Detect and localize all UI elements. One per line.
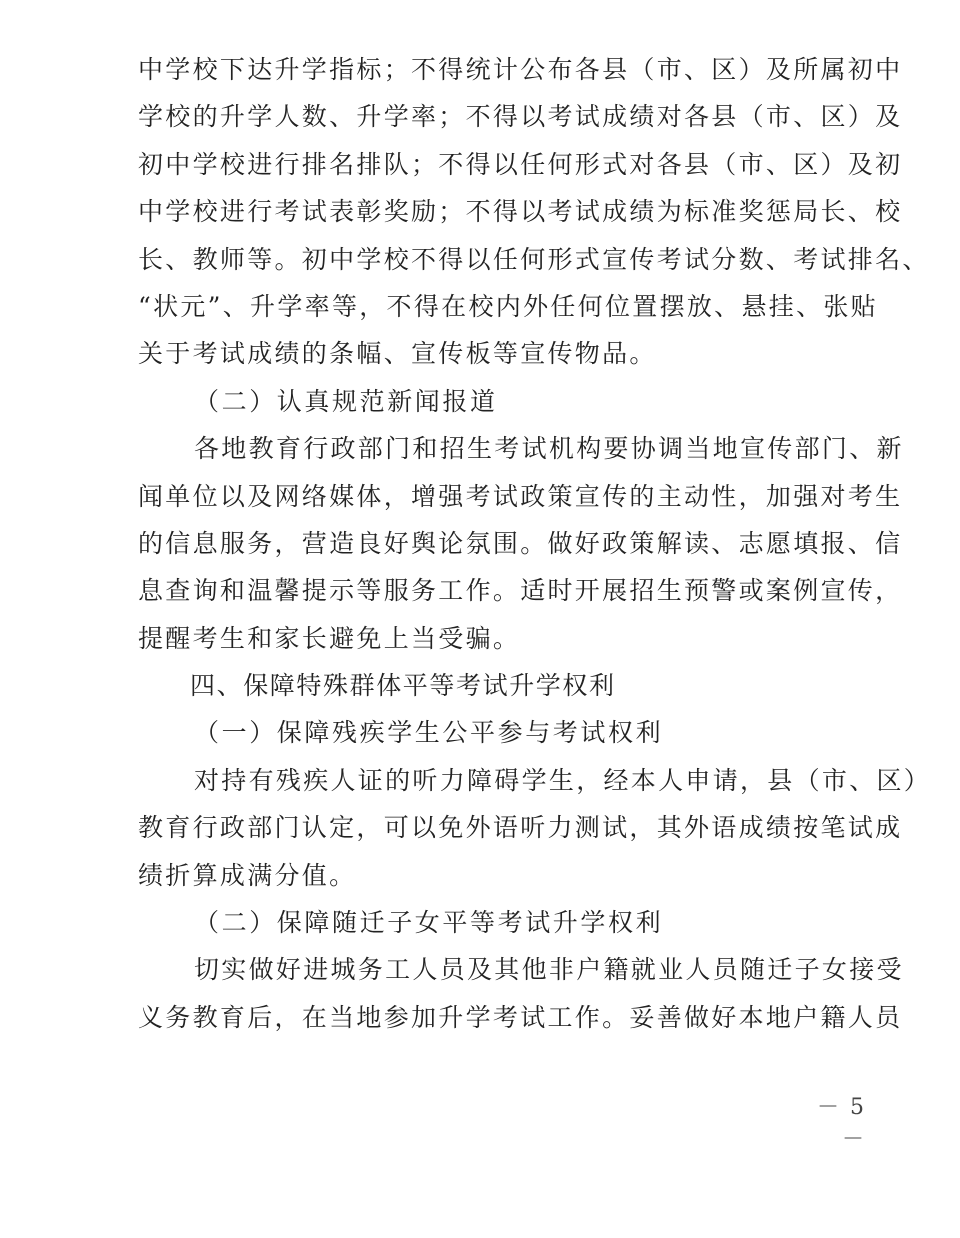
page-number: － 5 － (817, 1095, 866, 1152)
subsection-heading: （二）保障随迁子女平等考试升学权利 (194, 908, 664, 938)
paragraph-line: 中学校下达升学指标；不得统计公布各县（市、区）及所属初中 (138, 55, 903, 84)
paragraph-line: 义务教育后，在当地参加升学考试工作。妥善做好本地户籍人员 (138, 1002, 903, 1032)
paragraph-line: 各地教育行政部门和招生考试机构要协调当地宣传部门、新 (194, 434, 904, 464)
paragraph-line: 关于考试成绩的条幅、宣传板等宣传物品。 (138, 339, 657, 369)
paragraph-line: “状元”、升学率等，不得在校内外任何位置摆放、悬挂、张贴 (138, 291, 878, 321)
section-heading: 四、保障特殊群体平等考试升学权利 (190, 671, 616, 701)
paragraph-line: 闻单位以及网络媒体，增强考试政策宣传的主动性，加强对考生 (138, 481, 903, 511)
body-text (138, 46, 932, 1041)
subsection-heading: （一）保障残疾学生公平参与考试权利 (194, 718, 664, 748)
paragraph-line: 对持有残疾人证的听力障碍学生，经本人申请，县（市、区） (194, 765, 932, 795)
paragraph-line: 教育行政部门认定，可以免外语听力测试，其外语成绩按笔试成 (138, 813, 903, 843)
paragraph-line: 中学校进行考试表彰奖励；不得以考试成绩为标准奖惩局长、校 (138, 197, 903, 227)
paragraph-line: 的信息服务，营造良好舆论氛围。做好政策解读、志愿填报、信 (138, 528, 903, 558)
paragraph-line: 学校的升学人数、升学率；不得以考试成绩对各县（市、区）及 (138, 102, 903, 132)
paragraph-line: 初中学校进行排名排队；不得以任何形式对各县（市、区）及初 (138, 149, 903, 179)
paragraph-line: 息查询和温馨提示等服务工作。适时开展招生预警或案例宣传， (138, 576, 903, 606)
paragraph-line: 提醒考生和家长避免上当受骗。 (138, 623, 521, 653)
paragraph-line: 切实做好进城务工人员及其他非户籍就业人员随迁子女接受 (194, 955, 904, 985)
subsection-heading: （二）认真规范新闻报道 (194, 386, 498, 416)
paragraph-line: 绩折算成满分值。 (138, 860, 357, 890)
paragraph-line: 长、教师等。初中学校不得以任何形式宣传考试分数、考试排名、 (138, 244, 930, 274)
